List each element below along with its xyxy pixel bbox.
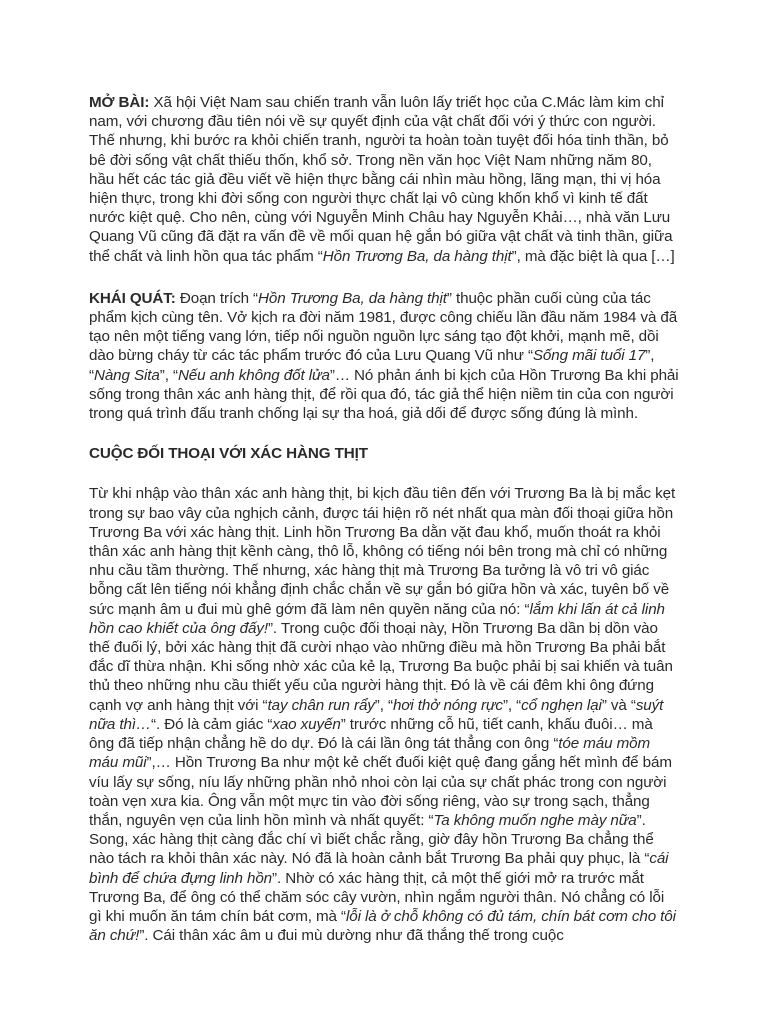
mo-bai-label: MỞ BÀI: [89, 94, 150, 111]
text-run: ”. Cái thân xác âm u đui mù dường như đã thắng thế trong cuộc [139, 927, 564, 945]
text-run: ”, “ [159, 366, 178, 384]
italic-phrase: xao xuyến [272, 715, 341, 733]
khai-quat-paragraph [89, 289, 680, 423]
text-run: Đoạn trích “ [175, 289, 259, 307]
text-run: ”. Song, xác hàng thịt càng đắc chí vì biết chắc rằng, giờ đây hồn Trương Ba chẳng thể nào tách ra khỏi thân xác này. Nó đã là hoàn cảnh bắt Trương Ba phải quy phục, là “ [89, 811, 654, 868]
italic-phrase: tóe máu mồm máu mũi [89, 735, 651, 772]
text-run: ”, mà đặc biệt là qua […] [511, 247, 675, 265]
italic-phrase: tay chân run rẩy [267, 696, 375, 714]
italic-phrase: Hồn Trương Ba, da hàng thịt [258, 289, 447, 307]
italic-phrase: Ta không muốn nghe mày nữa [433, 811, 637, 829]
section-heading: CUỘC ĐỐI THOẠI VỚI XÁC HÀNG THỊT [89, 445, 368, 463]
italic-phrase: suýt nữa thì… [89, 696, 664, 733]
khai-quat-label: KHÁI QUÁT: [89, 289, 176, 307]
italic-phrase: Sống mãi tuổi 17 [532, 347, 646, 365]
text-run: Xã hội Việt Nam sau chiến tranh vẫn luôn lấy triết học của C.Mác làm kim chỉ nam, với chương đầu tiên nói về sự quyết định của vật chất đối với ý thức con người. Thế nhưng, khi bước ra khỏi chiến tranh, người ta hoàn toàn tuyệt đối hóa tinh thần, bỏ bê đời sống vật chất thiếu thốn, khổ sở. Trong nền văn học Việt Nam những năm 80, hầu hết các tác giả đều viết về hiện thực bằng cái nhìn màu hồng, lãng mạn, thi vị hóa hiện thực, trong khi đời sống con người thực chất lại vô cùng khốn khổ vì kinh tế đất nước kiệt quệ. Cho nên, cùng với Nguyễn Minh Châu hay Nguyễn Khải…, nhà văn Lưu Quang Vũ cũng đã đặt ra vấn đề về mối quan hệ gắn bó giữa vật chất và tinh thần, giữa thể chất và linh hồn qua tác phẩm “ [89, 94, 673, 265]
text-run: ”… Nó phản ánh bi kịch của Hồn Trương Ba khi phải sống trong thân xác anh hàng thịt, để rồi qua đó, tác giả thể hiện niềm tin của con người trong quá trình đấu tranh chống lại sự tha hoá, giả dối để được sống đúng là mình. [89, 366, 679, 423]
text-run: “. Đó là cảm giác “ [151, 715, 273, 733]
italic-phrase: cái bình để chứa đựng linh hồn [89, 850, 669, 887]
italic-phrase: Nếu anh không đốt lửa [177, 366, 330, 384]
italic-phrase: cổ nghẹn lại [521, 696, 602, 714]
text-run: ”. Trong cuộc đối thoại này, Hồn Trương Ba dần bị dồn vào thế đuối lý, bởi xác hàng thịt đã cười nhạo vào những điều mà hồn Trương Ba phải bắt đắc dĩ thừa nhận. Khi sống nhờ xác của kẻ lạ, Trương Ba buộc phải bị sai khiến và tuân thủ theo những nhu cầu thiết yếu của người hàng thịt. Đó là về cái đêm khi ông đứng cạnh vợ anh hàng thịt với “ [89, 619, 673, 714]
text-run: ” trước những cỗ hũ, tiết canh, khấu đuôi… mà ông đã tiếp nhận chẳng hề do dự. Đó là cái lần ông tát thẳng con ông “ [89, 715, 653, 753]
text-run: ”,… Hồn Trương Ba như một kẻ chết đuối kiệt quệ đang gắng hết mình để bám víu lấy sự sống, níu lấy những phần nhỏ nhoi còn lại của sự chất phác trong con người toàn vẹn xưa kia. Ông vẫn một mực tin vào đời sống riêng, vào sự trong sạch, thẳng thắn, nguyên vẹn của linh hồn mình và nhất quyết: “ [89, 754, 672, 829]
text-run: ”, “ [374, 696, 393, 714]
italic-phrase: lỗi là ở chỗ không có đủ tám, chín bát cơm cho tôi ăn chứ! [89, 907, 676, 945]
italic-phrase: Hồn Trương Ba, da hàng thịt [322, 247, 512, 265]
italic-phrase: hơi thở nóng rực [392, 696, 503, 714]
body-paragraph [89, 484, 680, 945]
mo-bai-text [89, 94, 675, 265]
italic-phrase: Nàng Sita [93, 366, 160, 384]
text-run: Từ khi nhập vào thân xác anh hàng thịt, bi kịch đầu tiên đến với Trương Ba là bị mắc kẹt trong sự bao vây của nghịch cảnh, được tái hiện rõ nét nhất qua màn đối thoại giữa hồn Trương Ba với xác hàng thịt. Linh hồn Trương Ba dằn vặt đau khổ, muốn thoát ra khỏi thân xác anh hàng thịt kềnh càng, thô lỗ, không có tiếng nói bên trong mà chỉ có những nhu cầu tầm thường. Thế nhưng, xác hàng thịt mà Trương Ba tưởng là vô tri vô giác bỗng cất lên tiếng nói khẳng định chắc chắn về sự gắn bó giữa hồn và xác, tuyên bố về sức mạnh âm u đui mù ghê gớm đã làm nên quyền năng của nó: “ [89, 485, 676, 618]
text-run: ”. Nhờ có xác hàng thịt, cả một thế giới mở ra trước mắt Trương Ba, để ông có thể chăm sóc cây vườn, nhìn ngắm người thân. Nó chẳng có lỗi gì khi muốn ăn tám chín bát cơm, mà “ [89, 869, 665, 925]
italic-phrase: lắm khi lấn át cả linh hồn cao khiết của ông đấy! [89, 600, 665, 637]
text-run: ” và “ [601, 696, 636, 714]
body-text [89, 485, 676, 944]
mo-bai-paragraph [89, 93, 680, 266]
text-run: ”, “ [502, 696, 522, 714]
khai-quat-text [89, 290, 679, 422]
text-run: ” thuộc phần cuối cùng của tác phẩm kịch cùng tên. Vở kịch ra đời năm 1981, được công chiếu lần đầu năm 1984 và đã tạo nên một tiếng vang lớn, tiếp nối nguồn nguồn lực sáng tạo đột khởi, mạnh mẽ, dồi dào bừng cháy từ các tác phẩm trước đó của Lưu Quang Vũ như “ [89, 289, 678, 365]
text-run: ”, “ [89, 347, 655, 384]
